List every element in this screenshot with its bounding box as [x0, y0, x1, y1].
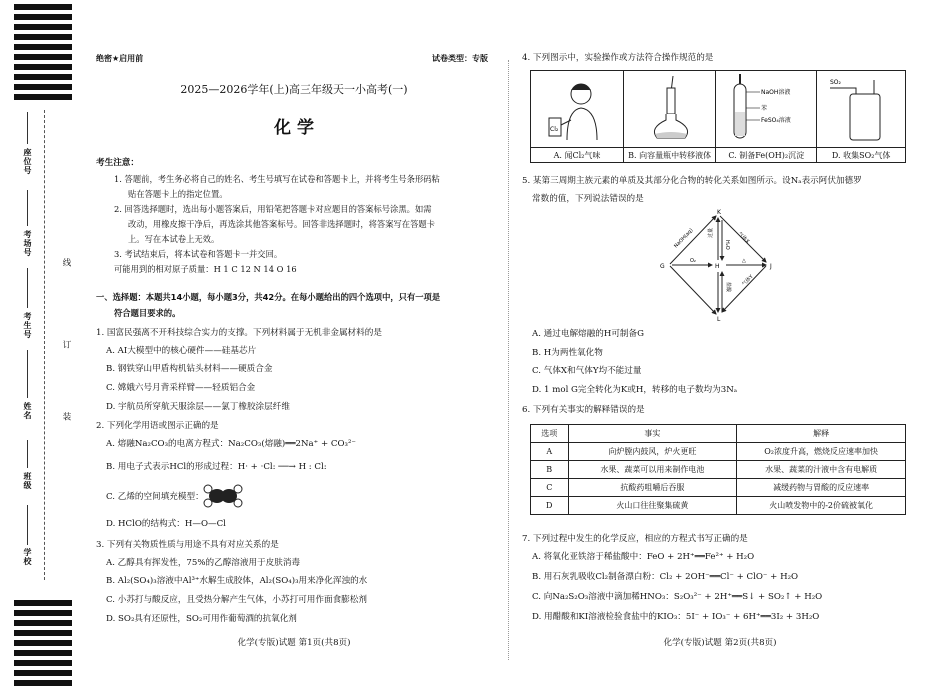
q2-option-d[interactable]: D. HClO的结构式：H—O—Cl [106, 519, 226, 529]
q4-option-d[interactable]: D. 收集SO₂气体 [817, 148, 906, 163]
page-1-footer: 化学(专版)试题 第1页(共8页) [237, 638, 351, 648]
fill-line [27, 268, 28, 308]
barcode-stripe [14, 14, 72, 20]
binding-mark: 订 [61, 340, 71, 349]
q7-option-c[interactable]: C. 向Na₂S₂O₃溶液中滴加稀HNO₃：S₂O₃²⁻ + 2H⁺══S↓ + SO₂↑ + H₂O [532, 592, 823, 602]
q6-header-option: 选项 [531, 425, 569, 443]
q3-stem: 3. 下列有关物质性质与用途不具有对应关系的是 [96, 540, 279, 550]
q3-option-d[interactable]: D. SO₂具有还原性，SO₂可用作葡萄酒的抗氧化剂 [106, 614, 297, 624]
barcode-stripe [14, 4, 72, 10]
q6-cell: D [531, 497, 569, 515]
exam-title: 2025—2026学年(上)高三年级天一小高考(一) [180, 83, 408, 96]
notice-line: 改动，用橡皮擦干净后，再选涂其他答案标号。回答非选择题时，将答案写在答题卡 [128, 219, 435, 229]
q4-fig-a [531, 71, 624, 148]
q6-cell: A [531, 443, 569, 461]
name-label: 姓名 [23, 402, 32, 420]
q4-fig-d [817, 71, 906, 148]
barcode-stripe [14, 650, 72, 656]
page-1 [96, 0, 492, 688]
fill-line [27, 350, 28, 398]
page-divider [508, 60, 509, 660]
binding-strip [0, 0, 78, 688]
barcode-stripe [14, 640, 72, 646]
candidate-number-label: 考生号 [23, 312, 32, 339]
table-row[interactable] [531, 443, 906, 461]
barcode-stripe [14, 44, 72, 50]
fill-line [27, 505, 28, 545]
node-j: J [770, 263, 772, 270]
notice-line: 3. 考试结束后，将本试卷和答题卡一并交回。 [114, 249, 283, 259]
notice-line: 1. 答题前，考生务必将自己的姓名、考生号填写在试卷和答题卡上，并将考生号条形码粘 [114, 174, 440, 184]
page-2 [522, 0, 918, 688]
q5-option-a[interactable]: A. 通过电解熔融的H可制备G [532, 329, 644, 339]
q6-stem: 6. 下列有关事实的解释错误的是 [522, 405, 645, 415]
q6-header-fact: 事实 [568, 425, 737, 443]
q3-option-b[interactable]: B. Al₂(SO₄)₃溶液中Al³⁺水解生成胶体，Al₂(SO₄)₃用来净化浑浊的水 [106, 576, 368, 586]
q4-option-c[interactable]: C. 制备Fe(OH)₂沉淀 [716, 148, 817, 163]
notice-line: 上。写在本试卷上无效。 [128, 234, 220, 244]
barcode-stripe [14, 680, 72, 686]
paper-type-label: 试卷类型：专版 [432, 54, 488, 63]
ethylene-model-icon [200, 484, 246, 508]
edge-excess: 过量 [708, 227, 714, 238]
table-row[interactable] [531, 479, 906, 497]
node-l: L [717, 316, 721, 322]
q4-fig-b [624, 71, 716, 148]
q1-option-b[interactable]: B. 钢铁穿山甲盾构机钻头材料——硬质合金 [106, 364, 273, 374]
binding-dashed-line [44, 110, 45, 580]
q1-option-c[interactable]: C. 嫦娥六号月背采样臂——轻质铝合金 [106, 383, 256, 393]
q6-table [530, 424, 906, 515]
naoh-label: NaOH溶液 [761, 89, 791, 96]
q5-diagram [660, 208, 792, 322]
q6-cell: 向炉膛内鼓风，炉火更旺 [568, 443, 737, 461]
school-label: 学校 [23, 548, 32, 566]
q7-stem: 7. 下列过程中发生的化学反应，相应的方程式书写正确的是 [522, 534, 748, 544]
notice-line: 贴在答题卡上的指定位置。 [128, 189, 228, 199]
binding-mark: 线 [61, 258, 71, 267]
q1-option-d[interactable]: D. 宇航员所穿航天服涂层——氯丁橡胶涂层纤维 [106, 402, 290, 412]
barcode-stripe [14, 24, 72, 30]
q5-stem: 5. 某第三周期主族元素的单质及其部分化合物的转化关系如图所示。设Nₐ表示阿伏加德罗 [522, 176, 862, 186]
page-2-footer: 化学(专版)试题 第2页(共8页) [663, 638, 777, 648]
table-row[interactable] [531, 461, 906, 479]
barcode-stripe [14, 670, 72, 676]
barcode-stripe [14, 600, 72, 606]
q6-cell: 水果、蔬菜可以用来制作电池 [568, 461, 737, 479]
q7-option-d[interactable]: D. 用醋酸和KI溶液检验食盐中的KIO₃：5I⁻ + IO₃⁻ + 6H⁺══3I₂ + 3H₂O [532, 612, 820, 622]
barcode-stripe [14, 84, 72, 90]
confidential-label: 绝密★启用前 [96, 54, 144, 63]
barcode-stripe [14, 94, 72, 100]
q7-option-b[interactable]: B. 用石灰乳吸收Cl₂制备漂白粉：Cl₂ + 2OH⁻══Cl⁻ + ClO⁻ + H₂O [532, 572, 799, 582]
q1-option-a[interactable]: A. AI大模型中的核心硬件——硅基芯片 [106, 346, 257, 356]
q4-figure-table [530, 70, 906, 163]
edge-water: H₂O [724, 240, 730, 250]
edge-hcl: 盐酸 [725, 282, 731, 293]
q2-option-c[interactable]: C. 乙烯的空间填充模型： [106, 492, 204, 502]
q2-option-b[interactable]: B. 用电子式表示HCl的形成过程：H· + ·Cl: ──→ H : Cl: [106, 462, 327, 472]
notice-title: 考生注意： [96, 158, 139, 168]
cl2-label: Cl₂ [550, 126, 559, 133]
q5-option-d[interactable]: D. 1 mol G完全转化为K或H，转移的电子数均为3Nₐ [532, 385, 738, 395]
edge-naoh: NaOH(aq) [673, 227, 695, 250]
q7-option-a[interactable]: A. 将氧化亚铁溶于稀盐酸中：FeO + 2H⁺══Fe²⁺ + H₂O [532, 552, 755, 562]
fill-line [27, 190, 28, 226]
q6-cell: 抗酸药咀嚼后吞服 [568, 479, 737, 497]
node-k: K [717, 209, 721, 216]
q6-cell: O₂浓度升高，燃烧反应速率加快 [737, 443, 906, 461]
q6-cell: B [531, 461, 569, 479]
binding-mark: 装 [61, 412, 71, 421]
q3-option-c[interactable]: C. 小苏打与酸反应，且受热分解产生气体，小苏打可用作面食膨松剂 [106, 595, 367, 605]
fill-line [27, 440, 28, 468]
q5-option-c[interactable]: C. 气体X和气体Y均不能过量 [532, 366, 642, 376]
gas-bottle-icon [826, 74, 896, 144]
atomic-mass-line: 可能用到的相对原子质量：H 1 C 12 N 14 O 16 [114, 264, 297, 274]
test-tube-icon [718, 74, 814, 144]
subject-title: 化 学 [274, 118, 314, 138]
barcode-stripe [14, 610, 72, 616]
person-smelling-icon [537, 74, 617, 144]
barcode-stripe [14, 660, 72, 666]
edge-o2: O₂ [690, 258, 696, 264]
node-g: G [660, 263, 665, 270]
barcode-stripe [14, 54, 72, 60]
q2-stem: 2. 下列化学用语或图示正确的是 [96, 421, 219, 431]
benzene-label: 苯 [761, 105, 768, 112]
edge-gas-x: 气体X [736, 231, 751, 245]
q2-option-a[interactable]: A. 熔融Na₂CO₃的电离方程式：Na₂CO₃(熔融)══2Na⁺ + CO₃²⁻ [106, 439, 356, 449]
q6-cell: 火山喷发物中的-2价硫被氧化 [737, 497, 906, 515]
q6-header-explain: 解释 [737, 425, 906, 443]
class-label: 班级 [23, 472, 32, 490]
q6-cell: 水果、蔬菜的汁液中含有电解质 [737, 461, 906, 479]
barcode-stripe [14, 74, 72, 80]
node-h: H [715, 263, 720, 270]
q6-cell: C [531, 479, 569, 497]
table-row[interactable] [531, 497, 906, 515]
so2-label: SO₂ [830, 79, 842, 86]
q1-stem: 1. 国富民强离不开科技综合实力的支撑。下列材料属于无机非金属材料的是 [96, 328, 382, 338]
q5-option-b[interactable]: B. H为两性氧化物 [532, 348, 603, 358]
seat-number-label: 座位号 [23, 148, 32, 175]
fill-line [27, 112, 28, 144]
edge-gas-y: 气体Y [741, 273, 755, 288]
notice-line: 2. 回答选择题时，选出每小题答案后，用铅笔把答题卡对应题目的答案标号涂黑。如需 [114, 204, 432, 214]
barcode-stripe [14, 64, 72, 70]
q3-option-a[interactable]: A. 乙醇具有挥发性，75%的乙醇溶液用于皮肤消毒 [106, 558, 301, 568]
q4-option-a[interactable]: A. 闻Cl₂气味 [531, 148, 624, 163]
q4-fig-c [716, 71, 817, 148]
volumetric-flask-icon [635, 74, 705, 144]
q4-stem: 4. 下列图示中，实验操作或方法符合操作规范的是 [522, 53, 714, 63]
exam-room-label: 考场号 [23, 230, 32, 257]
barcode-stripe [14, 630, 72, 636]
q6-cell: 火山口往往聚集硫黄 [568, 497, 737, 515]
q6-cell: 减缓药物与胃酸的反应速率 [737, 479, 906, 497]
barcode-stripe [14, 34, 72, 40]
q4-option-b[interactable]: B. 向容量瓶中转移液体 [624, 148, 716, 163]
barcode-stripe [14, 620, 72, 626]
section-heading: 一、选择题：本题共14小题，每小题3分，共42分。在每小题给出的四个选项中，只有一项是 [96, 292, 441, 302]
edge-heat: △ [742, 258, 746, 264]
section-heading-cont: 符合题目要求的。 [114, 308, 181, 318]
q5-stem-cont: 常数的值，下列说法错误的是 [532, 194, 644, 204]
feso4-label: FeSO₄溶液 [761, 117, 791, 124]
